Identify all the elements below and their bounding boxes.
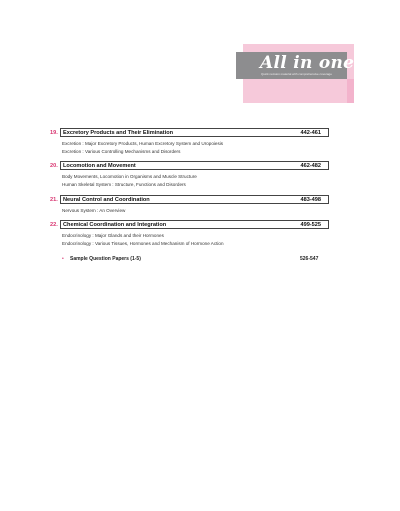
logo-text: All in one (260, 53, 355, 73)
chapter-21-heading (46, 195, 329, 205)
chapter-pages: 483-498 (300, 197, 321, 203)
chapter-title: Excretory Products and Their Elimination (63, 130, 174, 136)
chapter-topic: Endocrinology : Major Glands and their Hormones (62, 233, 164, 238)
chapter-topic: Human Skeletal System : Structure, Functions and Disorders (62, 182, 186, 187)
chapter-pages: 499-525 (300, 222, 321, 228)
chapter-topic: Endocrinology : Various Tissues, Hormones and Mechanism of Hormone Action (62, 241, 224, 246)
chapter-topic: Excretion : Various Controlling Mechanisms and Disorders (62, 149, 181, 154)
logo-tagline: Quick revision material with comprehensive coverage (261, 72, 332, 76)
chapter-number: 21. (50, 197, 58, 203)
chapter-19-heading (46, 128, 329, 138)
chapter-pages: 462-482 (300, 163, 321, 169)
chapter-title: Chemical Coordination and Integration (63, 222, 167, 228)
chapter-22-heading (46, 220, 329, 230)
sample-papers-label: Sample Question Papers (1-5) (70, 256, 141, 262)
chapter-number: 19. (50, 130, 58, 136)
chapter-topic: Body Movements, Locomotion in Organisms and Muscle Structure (62, 174, 197, 179)
bullet-icon: • (62, 256, 64, 262)
chapter-topic: Nervous System : An Overview (62, 208, 126, 213)
chapter-20-heading (46, 161, 329, 171)
chapter-number: 22. (50, 222, 58, 228)
sample-papers-pages: 526-547 (300, 256, 319, 262)
chapter-pages: 442-461 (300, 130, 321, 136)
chapter-title: Locomotion and Movement (63, 163, 136, 169)
chapter-title: Neural Control and Coordination (63, 197, 150, 203)
logo-side-strip (347, 79, 354, 103)
chapter-number: 20. (50, 163, 58, 169)
chapter-topic: Excretion : Major Excretory Products, Human Excretory System and Uropoiesis (62, 141, 224, 146)
